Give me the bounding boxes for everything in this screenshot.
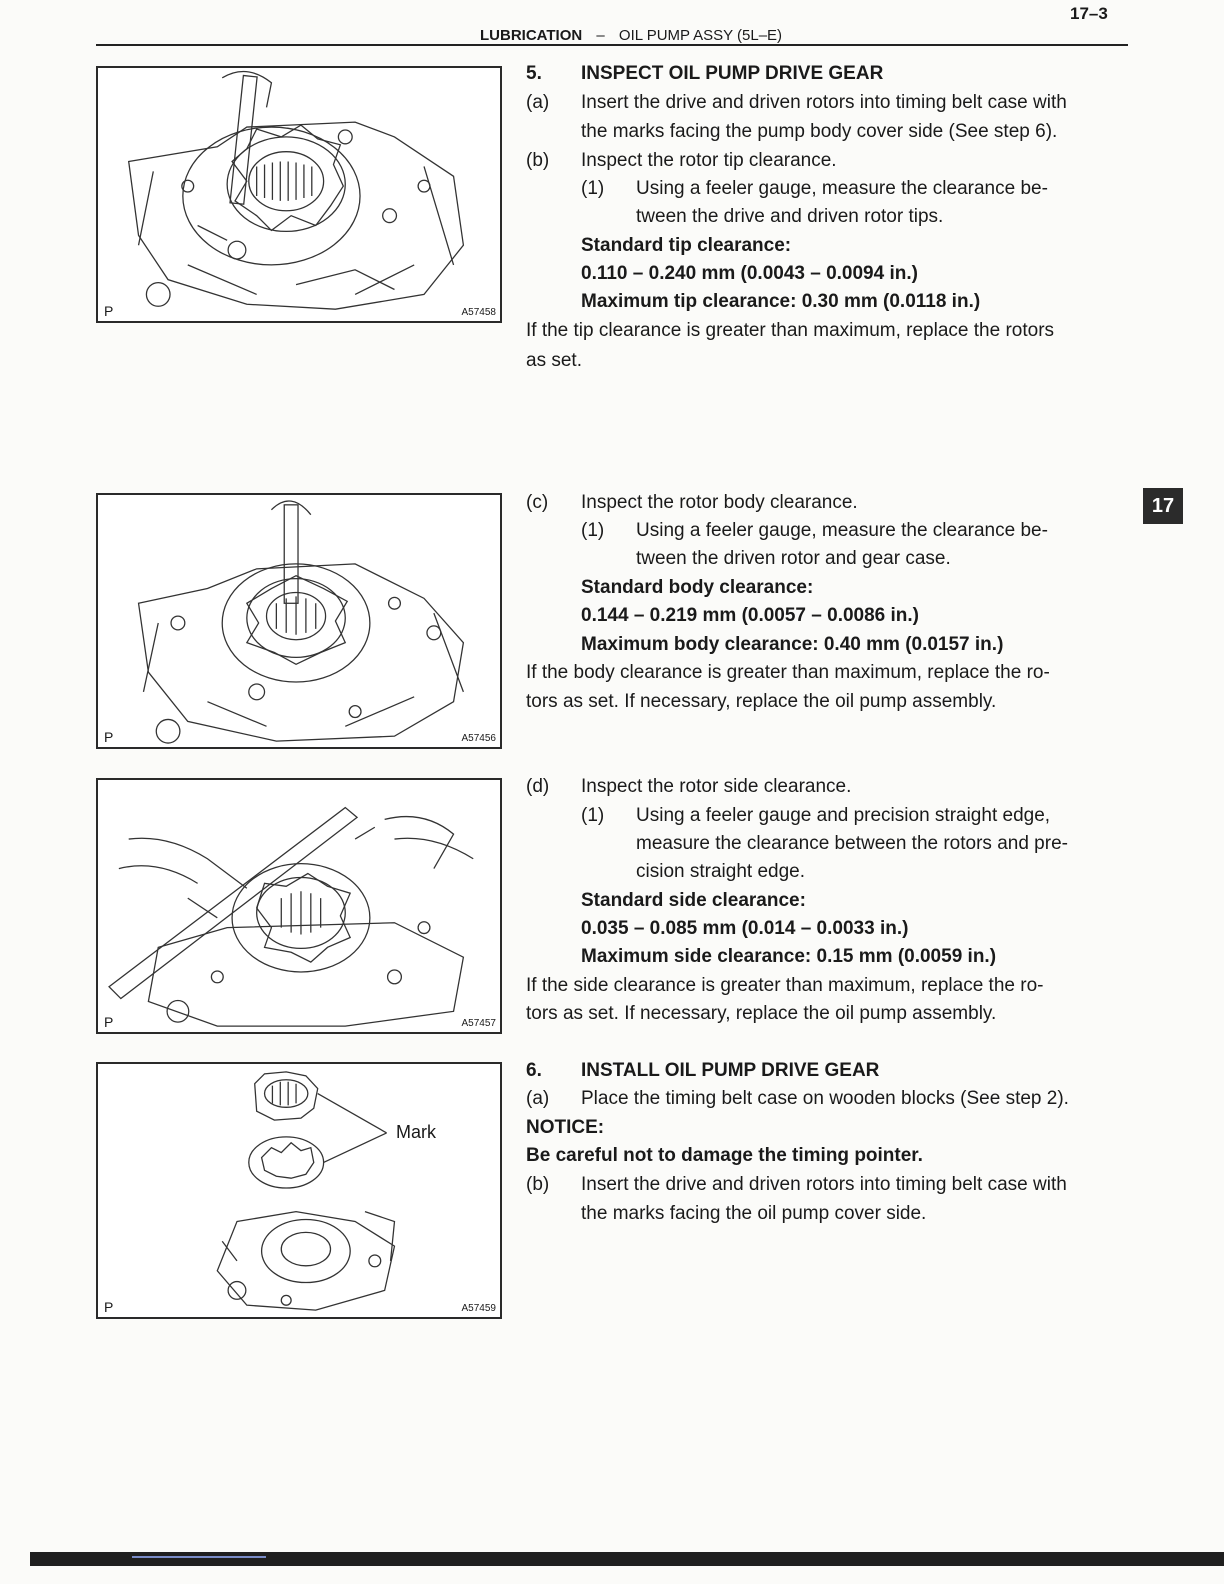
header-section: LUBRICATION [480,27,583,44]
substep-text: Inspect the rotor side clearance. [581,776,852,797]
substep-label: (b) [526,1174,550,1195]
figure-body-clearance [96,493,502,749]
substep-text: Inspect the rotor tip clearance. [581,150,837,171]
step-number: 5. [526,63,542,84]
side-note-cont: tors as set. If necessary, replace the oil pump assembly. [526,1003,997,1024]
substep-text: Insert the drive and driven rotors into timing belt case with [581,1174,1067,1195]
tip-note: If the tip clearance is greater than maximum, replace the rotors [526,320,1055,341]
substep-label: (a) [526,92,550,113]
figure-code: A57458 [461,307,496,318]
substep-label: (a) [526,1088,550,1109]
mark-callout: Mark [396,1122,436,1142]
header-rule [96,44,1128,46]
std-tip-title: Standard tip clearance: [581,235,792,256]
header-separator: – [596,27,605,44]
step-5a-cont: the marks facing the pump body cover side (See step 6). [581,121,1058,142]
substep-text: Place the timing belt case on wooden blocks (See step 2). [581,1088,1069,1109]
item-text: Using a feeler gauge, measure the clearance be- [636,520,1048,541]
max-tip: Maximum tip clearance: 0.30 mm (0.0118 in.) [581,291,981,312]
step-d1 [581,802,1050,830]
figure-code: A57456 [461,733,496,744]
substep-text: Insert the drive and driven rotors into timing belt case with [581,92,1067,113]
step-c [526,489,858,517]
item-text: Using a feeler gauge, measure the clearance be- [636,178,1048,199]
item-label: (1) [581,520,605,541]
max-side: Maximum side clearance: 0.15 mm (0.0059 in.) [581,946,997,967]
item-label: (1) [581,178,605,199]
std-body-title: Standard body clearance: [581,577,814,598]
running-header [480,27,782,44]
max-body: Maximum body clearance: 0.40 mm (0.0157 in.) [581,634,1004,655]
side-note: If the side clearance is greater than maximum, replace the ro- [526,975,1044,996]
step-d1-cont: measure the clearance between the rotors and pre- [636,833,1068,854]
step-6-heading [526,1057,879,1085]
substep-text: Inspect the rotor body clearance. [581,492,858,513]
figure-p-label: P [104,1299,114,1315]
step-c1 [581,517,1048,545]
step-d1-cont2: cision straight edge. [636,861,805,882]
figure-tip-clearance [96,66,502,323]
step-6b [526,1171,1067,1199]
step-5b1 [581,175,1048,203]
pump-tip-illustration [98,68,500,321]
figure-code: A57457 [461,1018,496,1029]
step-number: 6. [526,1060,542,1081]
figure-code: A57459 [461,1303,496,1314]
bottom-edge-accent [132,1556,266,1558]
tip-note-cont: as set. [526,350,582,371]
figure-p-label: P [104,1014,114,1030]
std-body-value: 0.144 – 0.219 mm (0.0057 – 0.0086 in.) [581,605,920,626]
pump-body-illustration [98,495,500,747]
step-5b [526,147,837,175]
std-side-value: 0.035 – 0.085 mm (0.014 – 0.0033 in.) [581,918,909,939]
chapter-tab: 17 [1143,488,1183,524]
figure-p-label: P [104,729,114,745]
step-5b1-cont: tween the drive and driven rotor tips. [636,206,944,227]
notice-text: Be careful not to damage the timing pointer. [526,1145,923,1166]
page-number: 17–3 [1070,4,1108,23]
figure-p-label: P [104,303,114,319]
step-5a [526,89,1067,117]
rotor-install-illustration [98,1064,500,1317]
step-title: INSTALL OIL PUMP DRIVE GEAR [581,1060,880,1081]
body-note-cont: tors as set. If necessary, replace the oil pump assembly. [526,691,997,712]
substep-label: (b) [526,150,550,171]
step-c1-cont: tween the driven rotor and gear case. [636,548,951,569]
notice-title: NOTICE: [526,1117,605,1138]
step-d [526,773,851,801]
step-title: INSPECT OIL PUMP DRIVE GEAR [581,63,884,84]
body-note: If the body clearance is greater than maximum, replace the ro- [526,662,1050,683]
step-6b-cont: the marks facing the oil pump cover side. [581,1203,927,1224]
item-text: Using a feeler gauge and precision straight edge, [636,805,1051,826]
step-6a [526,1085,1069,1113]
item-label: (1) [581,805,605,826]
substep-label: (d) [526,776,550,797]
figure-side-clearance [96,778,502,1034]
bottom-edge-bar [30,1552,1224,1566]
header-subsection: OIL PUMP ASSY (5L–E) [618,27,783,44]
pump-side-illustration [98,780,500,1032]
std-side-title: Standard side clearance: [581,890,806,911]
step-5-heading [526,60,883,88]
substep-label: (c) [526,492,549,513]
figure-install-rotors [96,1062,502,1319]
std-tip-value: 0.110 – 0.240 mm (0.0043 – 0.0094 in.) [581,263,918,284]
